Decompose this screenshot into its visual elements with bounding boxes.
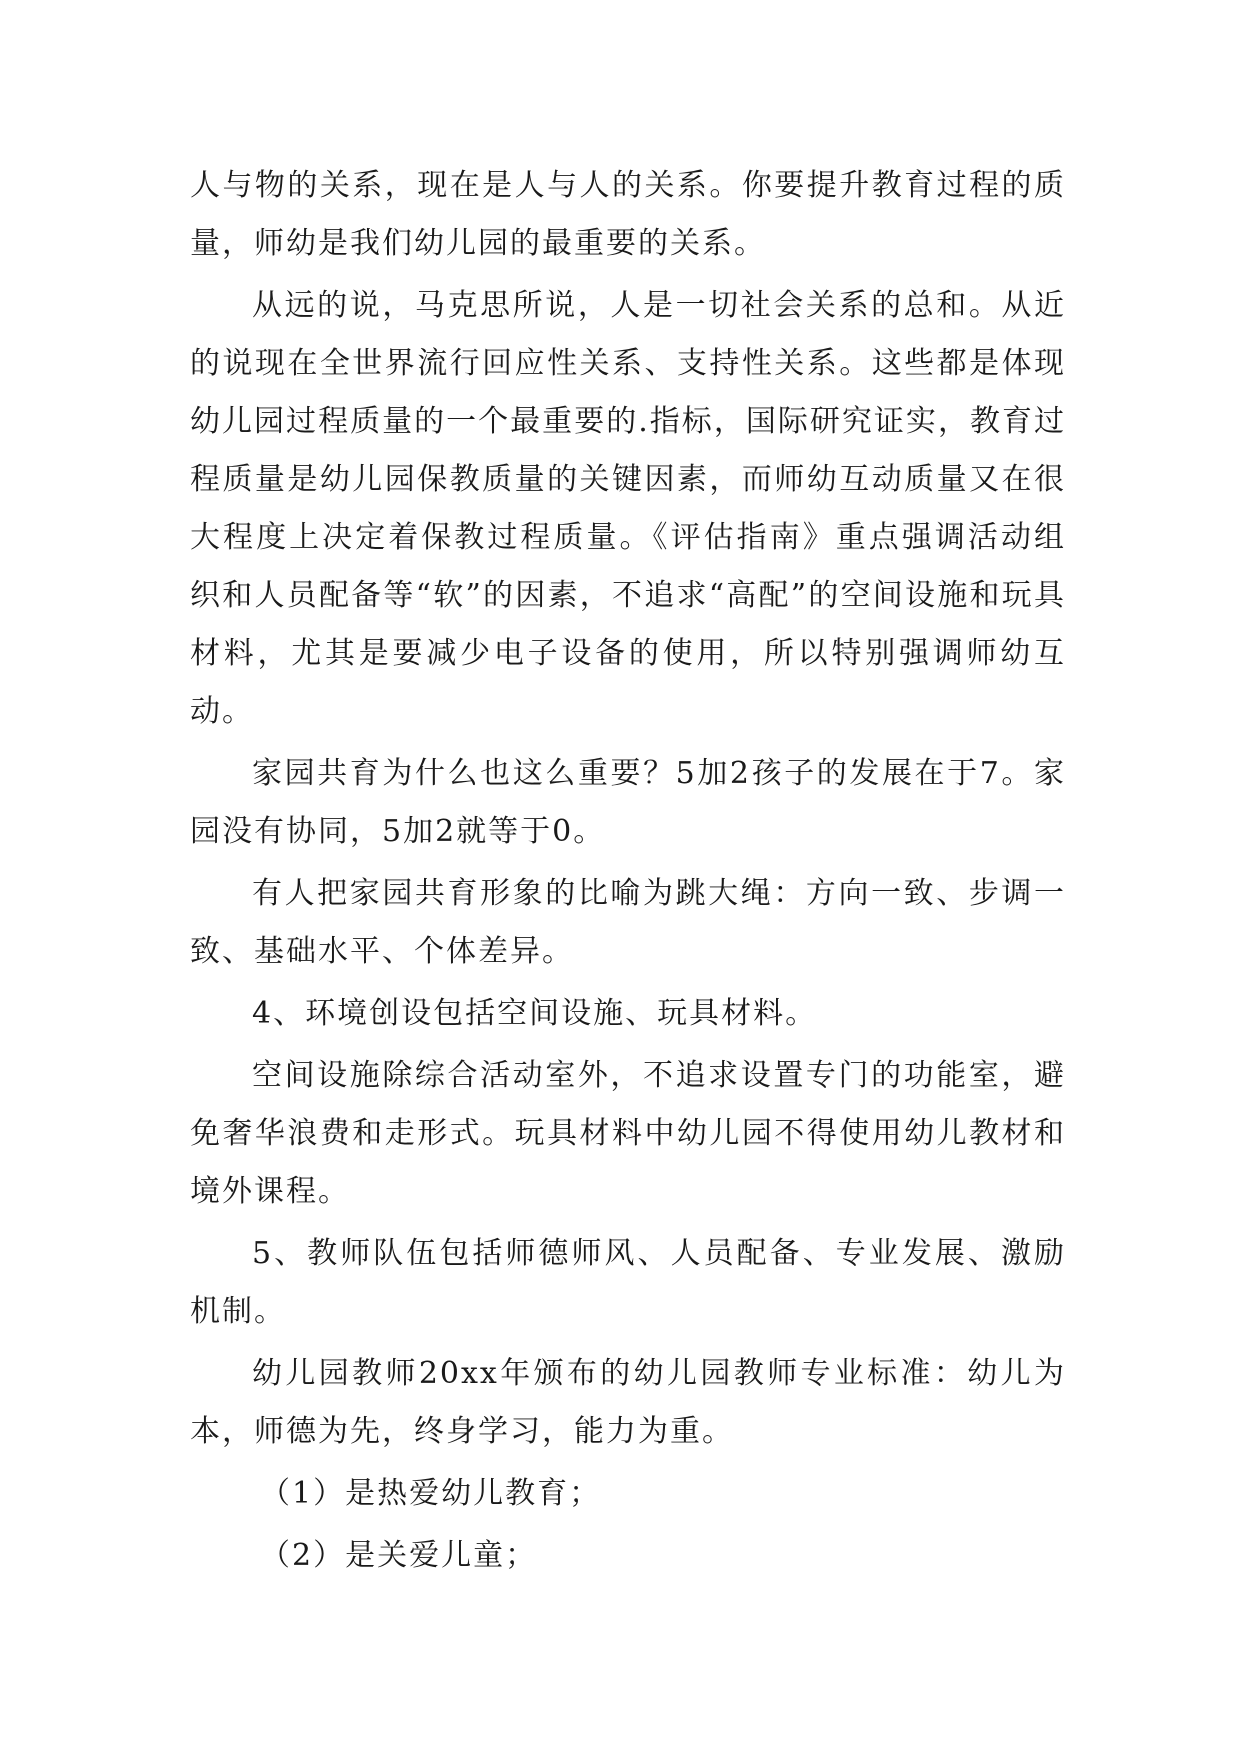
document-body bbox=[190, 157, 1066, 1585]
paragraph-social-relations: 从远的说，马克思所说，人是一切社会关系的总和。从近的说现在全世界流行回应性关系、支持性关系。这些都是体现幼儿园过程质量的一个最重要的.指标，国际研究证实，教育过程质量是幼儿园保教质量的关键因素，而师幼互动质量又在很大程度上决定着保教过程质量。《评估指南》重点强调活动组织和人员配备等“软”的因素，不追求“高配”的空间设施和玩具材料，尤其是要减少电子设备的使用，所以特别强调师幼互动。 bbox=[190, 288, 1066, 729]
paragraph-section-4-heading: 4、环境创设包括空间设施、玩具材料。 bbox=[252, 996, 818, 1031]
paragraph-teacher-standards: 幼儿园教师20xx年颁布的幼儿园教师专业标准：幼儿为本，师德为先，终身学习，能力为重。 bbox=[190, 1356, 1066, 1449]
paragraph-continuation: 人与物的关系，现在是人与人的关系。你要提升教育过程的质量，师幼是我们幼儿园的最重要的关系。 bbox=[190, 168, 1066, 261]
paragraph-jump-rope-metaphor: 有人把家园共育形象的比喻为跳大绳：方向一致、步调一致、基础水平、个体差异。 bbox=[190, 876, 1066, 969]
paragraph-home-school: 家园共育为什么也这么重要？5加2孩子的发展在于7。家园没有协同，5加2就等于0。 bbox=[190, 756, 1066, 849]
paragraph-section-5-heading: 5、教师队伍包括师德师风、人员配备、专业发展、激励机制。 bbox=[190, 1236, 1066, 1329]
list-item-1: （1）是热爱幼儿教育； bbox=[260, 1476, 602, 1511]
list-item-2: （2）是关爱儿童； bbox=[260, 1538, 538, 1573]
paragraph-space-facilities: 空间设施除综合活动室外，不追求设置专门的功能室，避免奢华浪费和走形式。玩具材料中幼儿园不得使用幼儿教材和境外课程。 bbox=[190, 1058, 1066, 1209]
